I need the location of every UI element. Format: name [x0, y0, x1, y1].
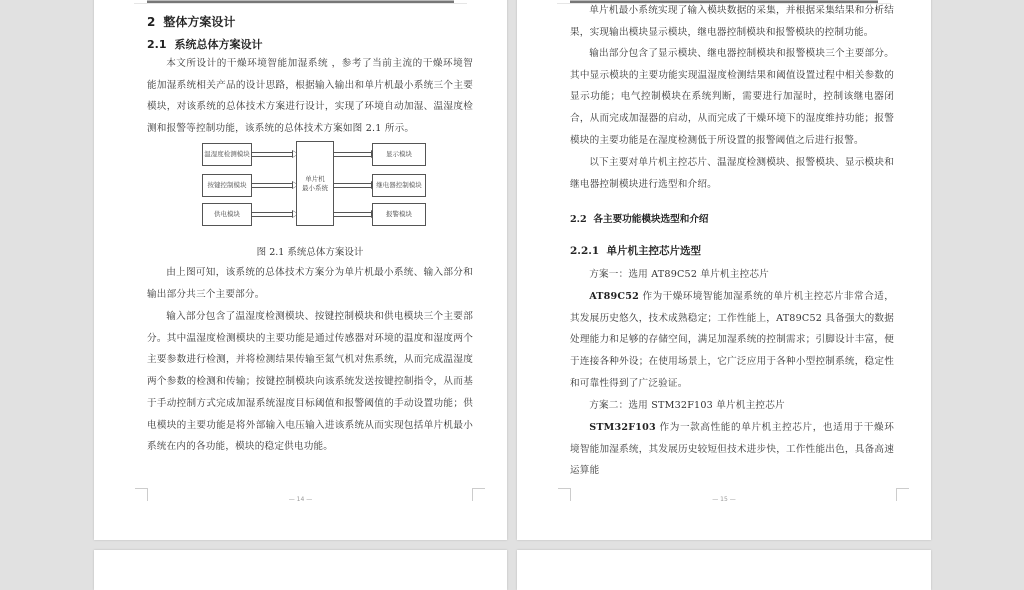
diagram-input-block: 按键控制模块 — [202, 174, 252, 197]
section-title: 各主要功能模块选型和介绍 — [593, 214, 709, 225]
mcu-label: 最小系统 — [302, 183, 328, 192]
section-number: 2.2 — [570, 214, 587, 225]
system-block-diagram — [147, 141, 473, 266]
paragraph: 由上图可知，该系统的总体技术方案分为单片机最小系统、输入部分和输出部分共三个主要部分。 — [147, 267, 473, 300]
paragraph — [570, 417, 894, 482]
page-number: — 15 — — [712, 496, 736, 503]
figure-caption: 图 2.1 系统总体方案设计 — [256, 247, 364, 258]
diagram-output-block: 显示模块 — [372, 143, 426, 166]
page-number: — 14 — — [288, 496, 313, 503]
section-heading — [570, 211, 709, 225]
paragraph: 以下主要对单片机主控芯片、温湿度检测模块、报警模块、显示模块和继电器控制模块进行选型和介绍。 — [570, 157, 894, 190]
chip-name: AT89C52 — [589, 291, 639, 302]
diagram-output-block: 继电器控制模块 — [372, 174, 426, 197]
section-heading — [147, 36, 263, 52]
document-page-14 — [94, 0, 507, 540]
paragraph-text: 作为一款高性能的单片机主控芯片，也适用于干燥环境智能加湿系统，其发展历史较短但技术进步快，工作性能出色，具备高速运算能 — [570, 422, 894, 477]
section-number: 2.1 — [147, 38, 167, 51]
mcu-label: 单片机 — [305, 174, 325, 183]
paragraph — [570, 286, 894, 395]
section-title: 系统总体方案设计 — [174, 38, 263, 51]
chapter-heading — [147, 13, 235, 30]
page-header-divider — [134, 3, 467, 4]
paragraph: 输入部分包含了温湿度检测模块、按键控制模块和供电模块三个主要部分。其中温湿度检测模块的主要功能是通过传感器对环境的温度和湿度两个主要参数进行检测，并将检测结果传输至氮气机对焦系统，从而完成温湿度两个参数的检测和传输；按键控制模块向该系统发送按键控制指令，从而基于手动控制方式完成加湿系统湿度目标阈值和报警阈值的手动设置功能；供电模块的主要功能是将外部输入电压输入进该系统从而实现包括单片机最小系统在内的各功能，模块的稳定供电功能。 — [147, 311, 473, 453]
subsection-number: 2.2.1 — [570, 245, 600, 257]
diagram-input-block: 供电模块 — [202, 203, 252, 226]
document-page-16 — [94, 550, 507, 590]
option-title: 方案一：选用 AT89C52 单片机主控芯片 — [589, 269, 769, 280]
chapter-title: 整体方案设计 — [163, 15, 236, 29]
paragraph: 单片机最小系统实现了输入模块数据的采集，并根据采集结果和分析结果，实现输出模块显示模块，继电器控制模块和报警模块的控制功能。 — [570, 5, 894, 38]
document-page-15 — [517, 0, 931, 540]
diagram-output-block: 报警模块 — [372, 203, 426, 226]
subsection-title: 单片机主控芯片选型 — [606, 245, 702, 257]
document-page-17 — [517, 550, 931, 590]
paragraph: 本文所设计的干燥环境智能加湿系统 ，参考了当前主流的干燥环境智能加湿系统相关产品的设计思路，根据输入输出和单片机最小系统三个主要模块，对该系统的总体技术方案进行设计，实现了环境自动加湿、温湿度检测和报警等控制功能，该系统的总体技术方案如图 2.1 所示。 — [147, 58, 473, 135]
subsection-heading — [570, 243, 701, 258]
chapter-number: 2 — [147, 15, 156, 29]
diagram-mcu-block — [296, 141, 334, 226]
chip-name: STM32F103 — [589, 422, 656, 433]
option-title: 方案二：选用 STM32F103 单片机主控芯片 — [589, 400, 785, 411]
paragraph: 输出部分包含了显示模块、继电器控制模块和报警模块三个主要部分。其中显示模块的主要功能实现温湿度检测结果和阈值设置过程中相关参数的显示功能；电气控制模块在系统判断，需要进行加湿时，控制该继电器闭合，从而完成加湿器的启动，从而完成了干燥环境下的湿度维持功能；报警模块的主要功能是在湿度检测低于所设置的报警阈值之后进行报警。 — [570, 48, 894, 146]
diagram-input-block: 温湿度检测模块 — [202, 143, 252, 166]
paragraph-text: 作为干燥环境智能加湿系统的单片机主控芯片非常合适，其发展历史悠久，技术成熟稳定；工作性能上，AT89C52 具备强大的数据处理能力和足够的存储空间，满足加湿系统的控制需求；引脚设计丰富，便于连接各种外设；在使用场景上，它广泛应用于各种小型控制系统，稳定性和可靠性得到了广泛验证。 — [570, 291, 894, 389]
